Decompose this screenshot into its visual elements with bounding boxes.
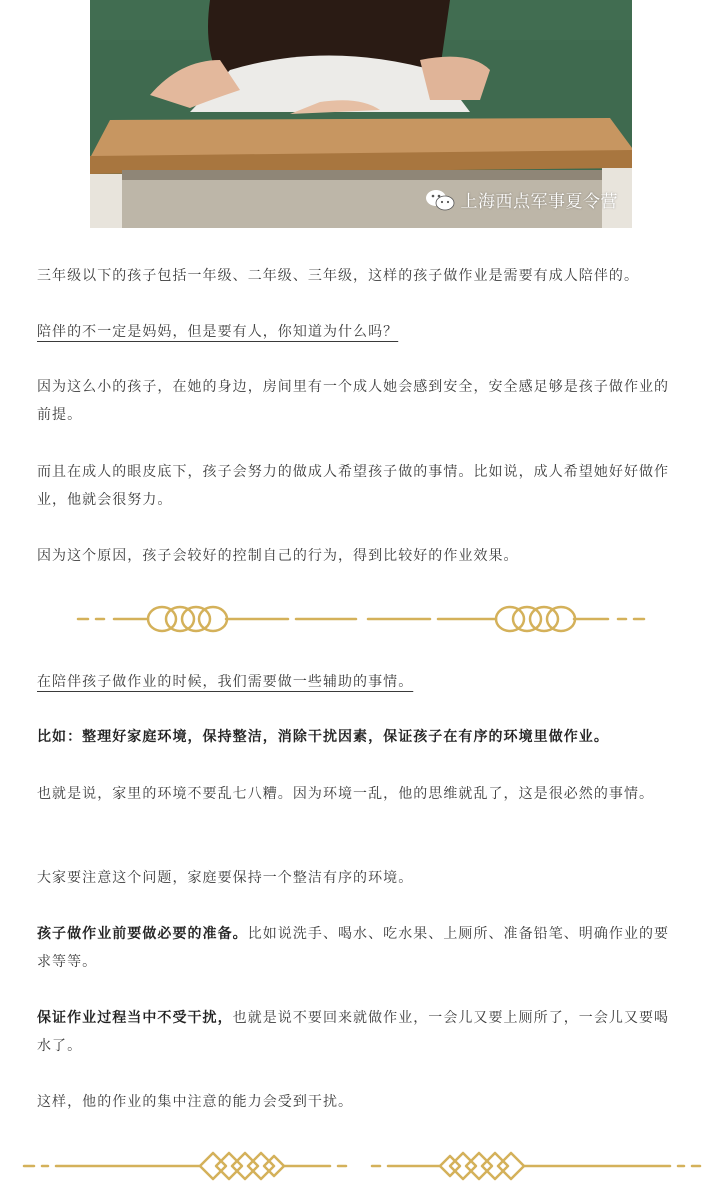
wechat-icon xyxy=(425,188,455,212)
paragraph-11-text: 也就是说不要回来就做作业，一会儿又要上厕所了，一会儿又要喝水了。 xyxy=(37,1010,670,1054)
paragraph-1: 三年级以下的孩子包括一年级、二年级、三年级，这样的孩子做作业是需要有成人陪伴的。 xyxy=(37,268,639,284)
paragraph-11 xyxy=(37,1004,677,1060)
decorative-divider-rings xyxy=(0,599,705,639)
paragraph-8: 也就是说，家里的环境不要乱七八糟。因为环境一乱，他的思维就乱了，这是很必然的事情。 xyxy=(37,786,655,802)
watermark-text: 上海西点军事夏令营 xyxy=(460,192,618,212)
decorative-divider-diamonds xyxy=(0,1146,705,1186)
paragraph-10-text: 比如说洗手、喝水、吃水果、上厕所、准备铅笔、明确作业的要求等等。 xyxy=(37,926,670,970)
paragraph-5: 因为这个原因，孩子会较好的控制自己的行为，得到比较好的作业效果。 xyxy=(37,548,519,564)
paragraph-10 xyxy=(37,920,677,976)
paragraph-6 xyxy=(37,668,677,696)
paragraph-11-bold: 保证作业过程当中不受干扰， xyxy=(37,1010,233,1026)
paragraph-7-bold: 比如：整理好家庭环境，保持整洁，消除干扰因素，保证孩子在有序的环境里做作业。 xyxy=(37,729,609,745)
paragraph-2 xyxy=(37,318,677,346)
paragraph-3: 因为这么小的孩子，在她的身边，房间里有一个成人她会感到安全，安全感足够是孩子做作业的前提。 xyxy=(37,379,670,423)
paragraph-10-bold: 孩子做作业前要做必要的准备。 xyxy=(37,926,248,942)
paragraph-6-underlined: 在陪伴孩子做作业的时候，我们需要做一些辅助的事情。 xyxy=(37,674,414,690)
paragraph-4: 而且在成人的眼皮底下，孩子会努力的做成人希望孩子做的事情。比如说，成人希望她好好做作业，他就会很努力。 xyxy=(37,464,670,508)
article-photo xyxy=(90,0,632,228)
paragraph-12: 这样，他的作业的集中注意的能力会受到干扰。 xyxy=(37,1094,354,1110)
paragraph-9: 大家要注意这个问题，家庭要保持一个整洁有序的环境。 xyxy=(37,870,414,886)
photo-watermark xyxy=(425,187,619,212)
paragraph-2-underlined: 陪伴的不一定是妈妈，但是要有人，你知道为什么吗？ xyxy=(37,324,399,340)
